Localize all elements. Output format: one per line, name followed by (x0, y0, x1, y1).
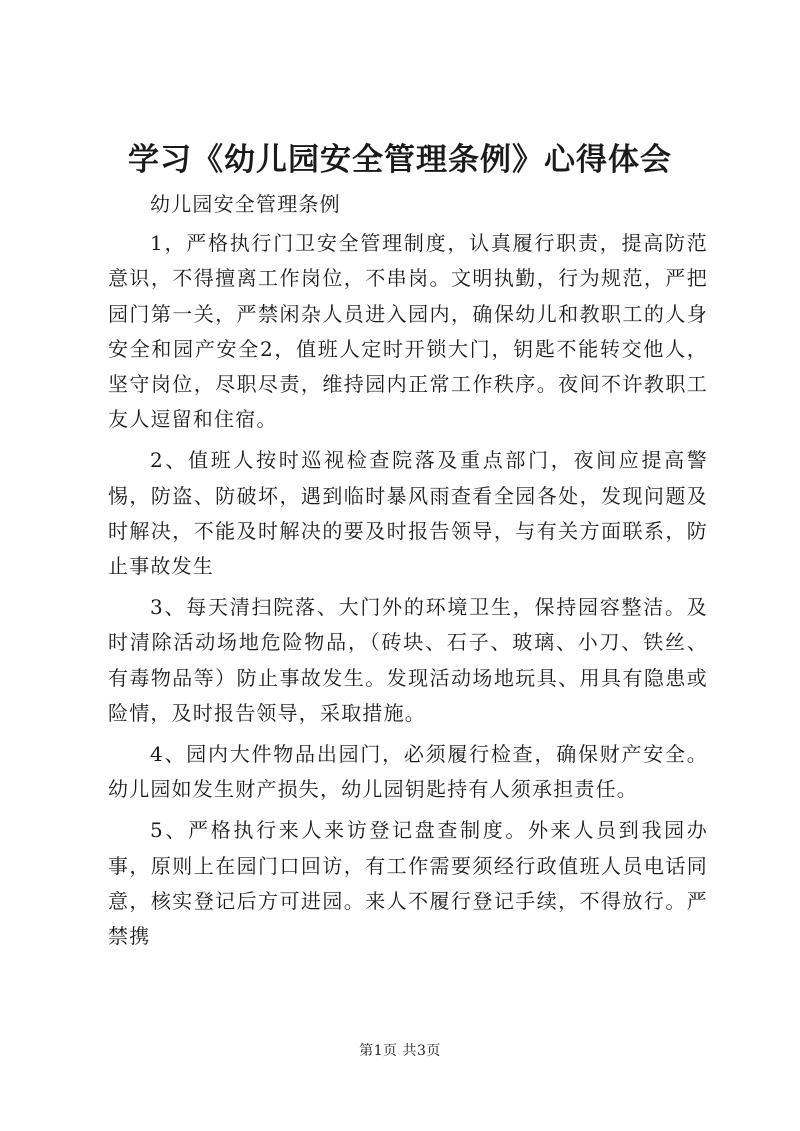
paragraph-5: 5、严格执行来人来访登记盘查制度。外来人员到我园办事，原则上在园门口回访，有工作需要须经行政值班人员电话同意，核实登记后方可进园。来人不履行登记手续，不得放行。严禁携 (108, 818, 708, 949)
document-title: 学习《幼儿园安全管理条例》心得体会 (128, 142, 672, 178)
section-heading: 幼儿园安全管理条例 (150, 192, 341, 216)
paragraph-4: 4、园内大件物品出园门，必须履行检查，确保财产安全。幼儿园如发生财产损失，幼儿园钥匙持有人须承担责任。 (108, 742, 708, 802)
document-body (108, 187, 708, 960)
paragraph-1: 1，严格执行门卫安全管理制度，认真履行职责，提高防范意识，不得擅离工作岗位，不串岗。文明执勤，行为规范，严把园门第一关，严禁闲杂人员进入园内，确保幼儿和教职工的人身安全和园产安全2，值班人定时开锁大门，钥匙不能转交他人，坚守岗位，尽职尽责，维持园内正常工作秩序。夜间不许教职工友人逗留和住宿。 (108, 231, 708, 432)
paragraph-2: 2、值班人按时巡视检查院落及重点部门，夜间应提高警惕，防盗、防破坏，遇到临时暴风雨查看全园各处，发现问题及时解决，不能及时解决的要及时报告领导，与有关方面联系，防止事故发生 (108, 448, 708, 579)
page-number-footer: 第1页 共3页 (359, 1043, 441, 1059)
paragraph-3: 3、每天清扫院落、大门外的环境卫生，保持园容整洁。及时清除活动场地危险物品，（砖块、石子、玻璃、小刀、铁丝、有毒物品等）防止事故发生。发现活动场地玩具、用具有隐患或险情，及时报告领导，采取措施。 (108, 595, 708, 725)
